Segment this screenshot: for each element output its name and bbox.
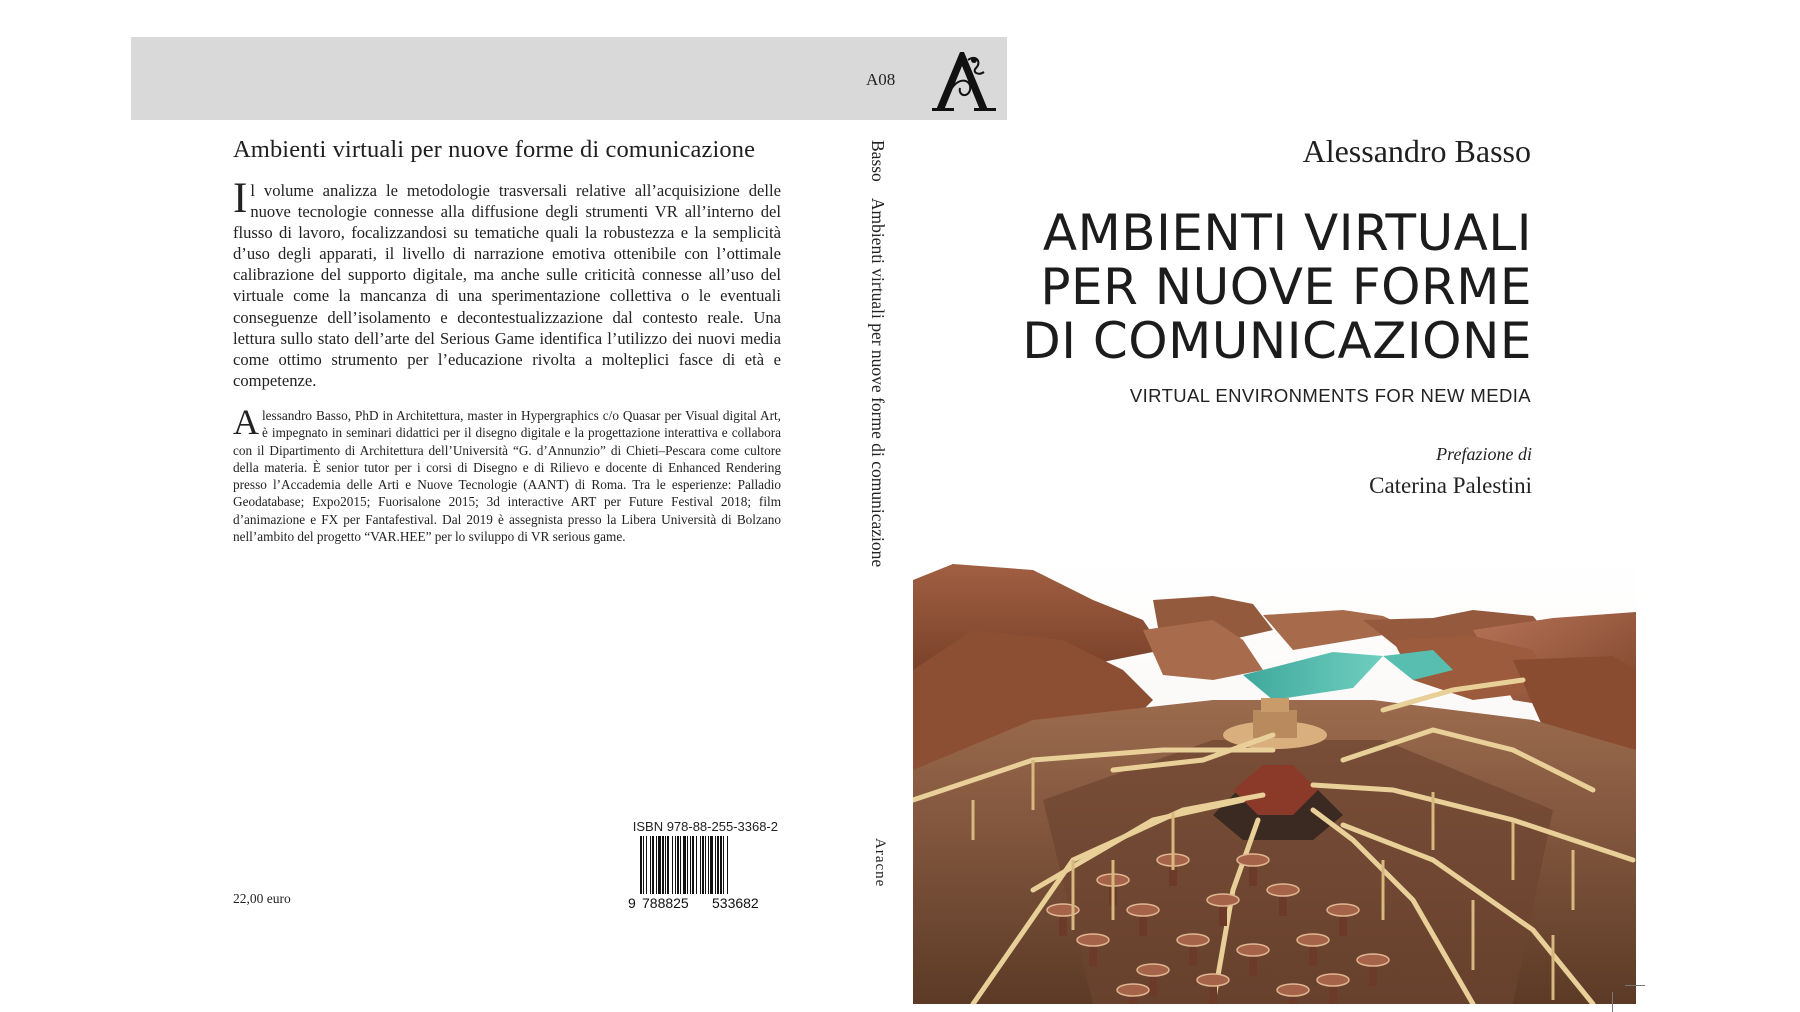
series-code: A08 (866, 70, 896, 89)
front-cover-subtitle: VIRTUAL ENVIRONMENTS FOR NEW MEDIA (1129, 385, 1531, 406)
isbn-label: ISBN 978-88-255-3368-2 (632, 819, 778, 834)
barcode-digit-group-left: 788825 (642, 895, 689, 910)
barcode-icon (628, 836, 778, 910)
front-title-line-3: DI COMUNICAZIONE (1022, 312, 1532, 370)
front-title-line-1: AMBIENTI VIRTUALI (1042, 204, 1532, 262)
front-cover-title (1022, 206, 1532, 368)
back-cover-summary: Il volume analizza le metodologie trasversali relative all’acquisizione delle nuove tecnologie connesse alla diffusione degli strumenti VR all’interno del flusso di lavoro, focalizzandosi su tematiche quali la robustezza e la semplicità d’uso degli apparati, il livello di narrazione emotiva ottenibile con l’ottimale calibrazione del supporto digitale, ma anche sulle criticità connesse all’uso del virtuale come la mancanza di una sperimentazione collettiva o le eventuali conseguenze dell’isolamento e decontestualizzazione dal contesto reale. Una lettura sullo stato dell’arte del Serious Game identifica l’utilizzo dei nuovi media come ottimo strumento per l’educazione rivolta a molteplici fasce di età e competenze. (233, 175, 781, 390)
spine-title: Ambienti virtuali per nuove forme di comunicazione (868, 197, 888, 568)
spine-text (867, 140, 888, 567)
cover-illustration (913, 560, 1636, 1004)
preface-label: Prefazione di (1436, 444, 1532, 464)
spine-author: Basso (868, 140, 888, 182)
author-bio: Alessandro Basso, PhD in Architettura, master in Hypergraphics c/o Quasar per Visual digital Art, è impegnato in seminari didattici per il disegno digitale e la progettazione interattiva e collabora con il Dipartimento di Architettura dell’Università “G. d’Annunzio” di Chieti–Pescara come cultore della materia. È senior tutor per i corsi di Disegno e di Rilievo e docente di Enhanced Rendering presso l’Accademia delle Arti e Nuove Tecnologie (AANT) di Roma. Tra le esperienze: Palladio Geodatabase; Expo2015; Fuorisalone 2015; 3d interactive ART per Future Festival 2018; film d’animazione e FX per Fantafestival. Dal 2019 è assegnista presso la Libera Università di Bolzano nell’ambito del progetto “VAR.HEE” per lo sviluppo di VR serious game. (233, 402, 781, 545)
front-title-line-2: PER NUOVE FORME (1040, 258, 1532, 316)
barcode-digit-group-right: 533682 (712, 895, 759, 910)
crop-mark (1612, 992, 1613, 1012)
preface-author: Caterina Palestini (1369, 473, 1532, 498)
barcode-digit-prefix: 9 (628, 895, 636, 910)
price-label: 22,00 euro (233, 891, 291, 906)
front-cover-author: Alessandro Basso (1302, 133, 1531, 169)
crop-mark (1625, 985, 1645, 986)
spine-publisher: Aracne (872, 838, 888, 888)
back-cover-title: Ambienti virtuali per nuove forme di comunicazione (233, 136, 756, 163)
publisher-a-logo-icon (930, 46, 998, 114)
